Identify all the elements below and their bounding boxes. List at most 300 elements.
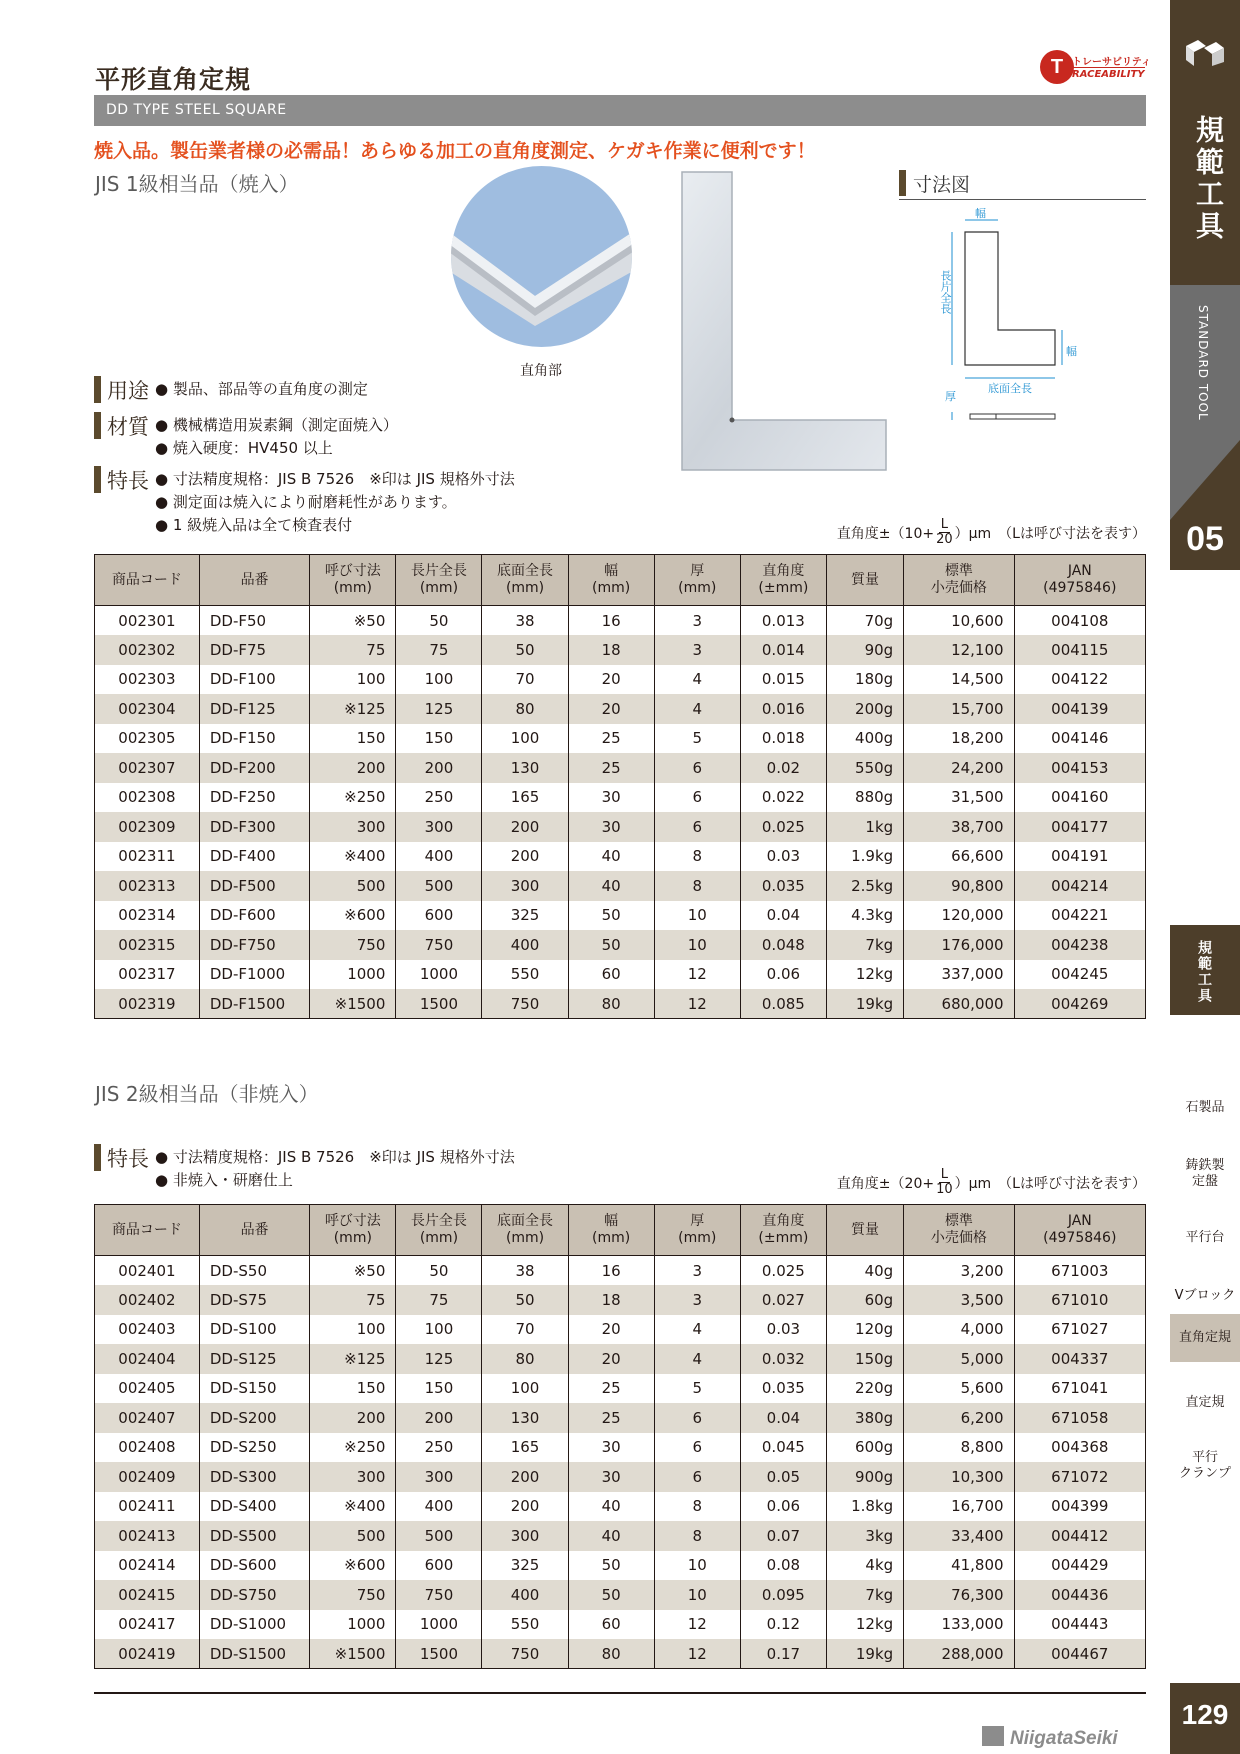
table-cell: DD-S600 (199, 1551, 309, 1581)
table-cell: DD-S75 (199, 1285, 309, 1315)
table-row (95, 989, 1146, 1019)
table-cell: 671003 (1014, 1256, 1145, 1286)
corner-closeup-photo (451, 166, 632, 347)
table-cell: 002309 (95, 812, 200, 842)
table-header-row (95, 555, 1146, 606)
table-cell: 10,600 (904, 606, 1014, 636)
table-cell: 300 (310, 812, 396, 842)
table-cell: 8,800 (904, 1433, 1014, 1463)
table-cell: 004337 (1014, 1344, 1145, 1374)
table-cell: 4kg (826, 1551, 903, 1581)
table-cell: 671058 (1014, 1403, 1145, 1433)
table-cell: DD-F500 (199, 871, 309, 901)
table-cell: 550 (482, 1610, 568, 1640)
table-row (95, 606, 1146, 636)
table-cell: 325 (482, 901, 568, 931)
table-cell: 002404 (95, 1344, 200, 1374)
table-cell: 002419 (95, 1639, 200, 1669)
section-marker (94, 1144, 101, 1171)
features-label: 特長 (107, 469, 149, 493)
table-cell: 12 (654, 1639, 740, 1669)
table-cell: DD-F750 (199, 930, 309, 960)
table-cell: 80 (482, 694, 568, 724)
table-cell: 10 (654, 930, 740, 960)
table-cell: 80 (568, 1639, 654, 1669)
table-cell: 25 (568, 1374, 654, 1404)
column-header: 幅 (mm) (568, 555, 654, 606)
table-row (95, 1551, 1146, 1581)
table-cell: 1000 (310, 960, 396, 990)
table-cell: 100 (396, 665, 482, 695)
table-row (95, 842, 1146, 872)
table-cell: 750 (396, 1580, 482, 1610)
table-cell: 0.025 (740, 1256, 826, 1286)
table-row (95, 812, 1146, 842)
table-cell: 0.04 (740, 1403, 826, 1433)
page-number: 129 (1170, 1683, 1240, 1754)
table-cell: 20 (568, 665, 654, 695)
table-cell: 0.08 (740, 1551, 826, 1581)
table-cell: 004238 (1014, 930, 1145, 960)
usage-row (94, 375, 368, 405)
feature-line: ● 寸法精度規格：JIS B 7526 ※印は JIS 規格外寸法 (155, 1148, 515, 1166)
table-cell: 500 (396, 1521, 482, 1551)
table-cell: 200 (482, 1492, 568, 1522)
feature-line: ● 寸法精度規格：JIS B 7526 ※印は JIS 規格外寸法 (155, 470, 515, 488)
table-cell: 1kg (826, 812, 903, 842)
table-cell: 1.8kg (826, 1492, 903, 1522)
table-cell: 3kg (826, 1521, 903, 1551)
table-cell: 250 (396, 1433, 482, 1463)
table-cell: 33,400 (904, 1521, 1014, 1551)
table-cell: 002303 (95, 665, 200, 695)
table-cell: 004221 (1014, 901, 1145, 931)
dim-width-label: 幅 (975, 207, 986, 220)
table-cell: 75 (396, 635, 482, 665)
table-cell: 20 (568, 694, 654, 724)
table-cell: 400 (396, 1492, 482, 1522)
table-cell: DD-F125 (199, 694, 309, 724)
table-cell: 15,700 (904, 694, 1014, 724)
table-cell: 130 (482, 1403, 568, 1433)
dimension-diagram-title: 寸法図 (913, 174, 971, 196)
material-line: ● 機械構造用炭素鋼（測定面焼入） (155, 416, 398, 434)
table-cell: DD-S250 (199, 1433, 309, 1463)
sidebar-category-item[interactable]: 直定規 (1185, 1395, 1225, 1410)
table-cell: 12 (654, 960, 740, 990)
table-cell: DD-S50 (199, 1256, 309, 1286)
table-row (95, 1492, 1146, 1522)
sidebar-english: STANDARD TOOL (1196, 305, 1210, 421)
table-cell: 165 (482, 783, 568, 813)
table-cell: 004436 (1014, 1580, 1145, 1610)
table-cell: 38 (482, 606, 568, 636)
table-cell: 002411 (95, 1492, 200, 1522)
table-cell: 671072 (1014, 1462, 1145, 1492)
sidebar-category-item[interactable]: 平行 クランプ (1178, 1450, 1231, 1481)
table-cell: 90g (826, 635, 903, 665)
table-cell: 0.013 (740, 606, 826, 636)
table-cell: 004139 (1014, 694, 1145, 724)
column-header: 商品コード (95, 555, 200, 606)
tagline: 焼入品。製缶業者様の必需品！あらゆる加工の直角度測定、ケガキ作業に便利です！ (94, 140, 816, 162)
table-cell: ※125 (310, 1344, 396, 1374)
table-cell: 002401 (95, 1256, 200, 1286)
column-header: 標準 小売価格 (904, 555, 1014, 606)
table-cell: 10 (654, 901, 740, 931)
sidebar-category-item[interactable]: 石製品 (1185, 1100, 1225, 1115)
table-cell: 50 (568, 1580, 654, 1610)
table-cell: 0.095 (740, 1580, 826, 1610)
table-cell: 671041 (1014, 1374, 1145, 1404)
table-cell: 30 (568, 812, 654, 842)
table-cell: 0.048 (740, 930, 826, 960)
table-cell: 16,700 (904, 1492, 1014, 1522)
table-cell: 0.12 (740, 1610, 826, 1640)
table-cell: 30 (568, 1433, 654, 1463)
chapter-number: 05 (1186, 520, 1224, 558)
table-cell: DD-F75 (199, 635, 309, 665)
table-cell: 004122 (1014, 665, 1145, 695)
table-cell: 120,000 (904, 901, 1014, 931)
column-header: 質量 (826, 555, 903, 606)
table-cell: 3 (654, 635, 740, 665)
table-cell: 50 (568, 930, 654, 960)
table-cell: 002305 (95, 724, 200, 754)
table-cell: 100 (310, 665, 396, 695)
table-cell: 0.018 (740, 724, 826, 754)
table-cell: 6 (654, 1462, 740, 1492)
table-row (95, 1433, 1146, 1463)
table-cell: DD-S100 (199, 1315, 309, 1345)
dimension-diagram (930, 200, 1070, 440)
section-marker (94, 466, 101, 493)
table-cell: 750 (310, 930, 396, 960)
column-header: 品番 (199, 555, 309, 606)
table-row (95, 960, 1146, 990)
table-cell: 4 (654, 665, 740, 695)
table-row (95, 1285, 1146, 1315)
table-cell: 10 (654, 1580, 740, 1610)
features-row-2 (94, 1143, 515, 1192)
table-cell: 550 (482, 960, 568, 990)
table-cell: 20 (568, 1315, 654, 1345)
table-cell: 288,000 (904, 1639, 1014, 1669)
column-header: 長片全長 (mm) (396, 1205, 482, 1256)
table-cell: DD-S1500 (199, 1639, 309, 1669)
table-cell: DD-S1000 (199, 1610, 309, 1640)
table-cell: 002315 (95, 930, 200, 960)
table-cell: 300 (396, 812, 482, 842)
table-cell: 004368 (1014, 1433, 1145, 1463)
sidebar-category-item[interactable]: 直角定規 (1170, 1314, 1240, 1362)
table-cell: 25 (568, 753, 654, 783)
table-cell: 880g (826, 783, 903, 813)
table-cell: 40 (568, 1521, 654, 1551)
page-title: 平形直角定規 (95, 65, 252, 94)
table-cell: 002304 (95, 694, 200, 724)
table-cell: 0.014 (740, 635, 826, 665)
table-cell: 0.045 (740, 1433, 826, 1463)
table-row (95, 753, 1146, 783)
table-cell: 004115 (1014, 635, 1145, 665)
column-header: 呼び寸法 (mm) (310, 1205, 396, 1256)
table-cell: 0.035 (740, 871, 826, 901)
dim-width2-label: 幅 (1066, 345, 1077, 358)
table-cell: 20 (568, 1344, 654, 1374)
table-cell: 1500 (396, 989, 482, 1019)
table-cell: 004467 (1014, 1639, 1145, 1669)
table-cell: ※400 (310, 842, 396, 872)
column-header: 幅 (mm) (568, 1205, 654, 1256)
table-cell: 750 (310, 1580, 396, 1610)
table-cell: ※125 (310, 694, 396, 724)
table-cell: DD-S125 (199, 1344, 309, 1374)
table-cell: 0.02 (740, 753, 826, 783)
table-cell: 6,200 (904, 1403, 1014, 1433)
table-cell: 750 (482, 989, 568, 1019)
table-cell: 4,000 (904, 1315, 1014, 1345)
table-cell: 4 (654, 1344, 740, 1374)
column-header: 直角度 (±mm) (740, 555, 826, 606)
table-row (95, 1344, 1146, 1374)
table-cell: DD-F150 (199, 724, 309, 754)
table-cell: 6 (654, 1433, 740, 1463)
table-cell: 80 (482, 1344, 568, 1374)
table-cell: 002409 (95, 1462, 200, 1492)
table-cell: 12 (654, 1610, 740, 1640)
table-cell: 0.025 (740, 812, 826, 842)
spec-table-grade1 (94, 554, 1146, 1019)
table-cell: 66,600 (904, 842, 1014, 872)
table-cell: 75 (396, 1285, 482, 1315)
table-cell: 1000 (310, 1610, 396, 1640)
table-cell: 50 (482, 635, 568, 665)
table-cell: 004214 (1014, 871, 1145, 901)
table-cell: 002413 (95, 1521, 200, 1551)
table-cell: 8 (654, 871, 740, 901)
table-cell: DD-F300 (199, 812, 309, 842)
table-cell: 004399 (1014, 1492, 1145, 1522)
table-cell: 200 (482, 842, 568, 872)
table-cell: 8 (654, 1492, 740, 1522)
table-cell: 133,000 (904, 1610, 1014, 1640)
table-row (95, 901, 1146, 931)
material-row (94, 411, 398, 460)
section-marker (899, 170, 906, 196)
table-cell: 40 (568, 871, 654, 901)
table-header-row (95, 1205, 1146, 1256)
table-cell: 150 (396, 724, 482, 754)
table-cell: 60g (826, 1285, 903, 1315)
table-cell: 750 (482, 1639, 568, 1669)
table-cell: 004269 (1014, 989, 1145, 1019)
table-cell: 150 (310, 724, 396, 754)
table-cell: 004443 (1014, 1610, 1145, 1640)
traceability-logo-icon: T (1040, 50, 1074, 84)
table-cell: 004160 (1014, 783, 1145, 813)
brand-logo: NiigataSeiki (1010, 1728, 1118, 1749)
sidebar-category-item[interactable]: Vブロック (1174, 1288, 1236, 1303)
table-cell: 8 (654, 842, 740, 872)
table-cell: 300 (482, 871, 568, 901)
table-cell: 0.05 (740, 1462, 826, 1492)
table-cell: 002417 (95, 1610, 200, 1640)
table-cell: 600g (826, 1433, 903, 1463)
table-cell: ※50 (310, 1256, 396, 1286)
table-cell: 165 (482, 1433, 568, 1463)
table-cell: 18 (568, 1285, 654, 1315)
table-cell: 1000 (396, 960, 482, 990)
table-cell: 550g (826, 753, 903, 783)
table-cell: 002307 (95, 753, 200, 783)
table-cell: 002402 (95, 1285, 200, 1315)
brand-mark-icon (982, 1726, 1004, 1746)
chapter-sidebar (1170, 0, 1240, 1754)
table-cell: 16 (568, 1256, 654, 1286)
table-cell: 10,300 (904, 1462, 1014, 1492)
table-cell: 90,800 (904, 871, 1014, 901)
table-cell: 6 (654, 753, 740, 783)
traceability-badge (1040, 50, 1151, 84)
table-cell: 120g (826, 1315, 903, 1345)
table-cell: 200 (482, 1462, 568, 1492)
column-header: 厚 (mm) (654, 555, 740, 606)
table-cell: 3 (654, 606, 740, 636)
table-cell: 14,500 (904, 665, 1014, 695)
table-cell: 600 (396, 1551, 482, 1581)
table-cell: 100 (310, 1315, 396, 1345)
feature-line: ● 測定面は焼入により耐磨耗性があります。 (155, 493, 457, 511)
dim-long-side-label: 長片全長 (939, 270, 952, 314)
table-cell: DD-S750 (199, 1580, 309, 1610)
table-cell: 5,600 (904, 1374, 1014, 1404)
table-cell: 80 (568, 989, 654, 1019)
column-header: 直角度 (±mm) (740, 1205, 826, 1256)
table-cell: 4.3kg (826, 901, 903, 931)
table-cell: 3 (654, 1285, 740, 1315)
table-cell: 1500 (396, 1639, 482, 1669)
table-cell: 500 (310, 1521, 396, 1551)
table-cell: 150 (310, 1374, 396, 1404)
table-cell: DD-S400 (199, 1492, 309, 1522)
table-cell: 5 (654, 724, 740, 754)
dimension-diagram-header (899, 168, 1146, 200)
table-cell: 10 (654, 1551, 740, 1581)
column-header: 質量 (826, 1205, 903, 1256)
table-cell: 002301 (95, 606, 200, 636)
table-cell: 200 (310, 1403, 396, 1433)
table-cell: 76,300 (904, 1580, 1014, 1610)
sidebar-category-item[interactable]: 鋳鉄製 定盤 (1185, 1158, 1225, 1189)
table-cell: 0.022 (740, 783, 826, 813)
table-row (95, 1462, 1146, 1492)
table-cell: 5 (654, 1374, 740, 1404)
squareness-formula-1: 直角度±（10+ $\frac{L}{20}$ ）μm （Lは呼び寸法を表す） (836, 517, 1146, 547)
table-cell: 0.06 (740, 960, 826, 990)
dim-thickness-label: 厚 (945, 390, 956, 403)
table-cell: 0.04 (740, 901, 826, 931)
table-cell: 200 (310, 753, 396, 783)
table-cell: 004245 (1014, 960, 1145, 990)
table-row (95, 665, 1146, 695)
table-cell: 16 (568, 606, 654, 636)
table-cell: 400 (396, 842, 482, 872)
table-cell: 002317 (95, 960, 200, 990)
table-cell: 400 (482, 1580, 568, 1610)
table-cell: 12kg (826, 960, 903, 990)
table-cell: 337,000 (904, 960, 1014, 990)
table-cell: 002308 (95, 783, 200, 813)
table-cell: 0.015 (740, 665, 826, 695)
column-header: 底面全長 (mm) (482, 1205, 568, 1256)
table-cell: 50 (396, 1256, 482, 1286)
table-cell: 4 (654, 694, 740, 724)
table-row (95, 1256, 1146, 1286)
table-cell: 900g (826, 1462, 903, 1492)
material-line: ● 焼入硬度：HV450 以上 (155, 439, 333, 457)
table-cell: 125 (396, 694, 482, 724)
table-cell: 0.035 (740, 1374, 826, 1404)
table-cell: 200 (396, 753, 482, 783)
table-cell: DD-S300 (199, 1462, 309, 1492)
column-header: 長片全長 (mm) (396, 555, 482, 606)
table-cell: 200 (482, 812, 568, 842)
table-cell: 0.016 (740, 694, 826, 724)
squareness-formula-2: 直角度±（20+ $\frac{L}{10}$ ）μm （Lは呼び寸法を表す） (836, 1167, 1146, 1197)
table-cell: 1000 (396, 1610, 482, 1640)
table-cell: 75 (310, 635, 396, 665)
table-row (95, 1639, 1146, 1669)
chapter-tool-icon (1184, 38, 1226, 68)
table-cell: 150 (396, 1374, 482, 1404)
table-cell: 60 (568, 960, 654, 990)
table-cell: 41,800 (904, 1551, 1014, 1581)
table-cell: 220g (826, 1374, 903, 1404)
table-cell: 50 (568, 1551, 654, 1581)
usage-line: ● 製品、部品等の直角度の測定 (155, 380, 368, 398)
table-cell: 125 (396, 1344, 482, 1374)
table-cell: ※600 (310, 1551, 396, 1581)
section1-heading: JIS 1級相当品（焼入） (95, 172, 299, 196)
table-cell: 130 (482, 753, 568, 783)
table-cell: DD-S200 (199, 1403, 309, 1433)
table-cell: 70g (826, 606, 903, 636)
table-cell: 400 (482, 930, 568, 960)
table-cell: 40g (826, 1256, 903, 1286)
dim-base-label: 底面全長 (988, 382, 1032, 395)
table-cell: 400g (826, 724, 903, 754)
table-cell: 300 (482, 1521, 568, 1551)
table-cell: 24,200 (904, 753, 1014, 783)
table-cell: DD-F1000 (199, 960, 309, 990)
table-cell: DD-F100 (199, 665, 309, 695)
traceability-label-bottom: RACEABILITY (1072, 69, 1145, 80)
table-cell: 200 (396, 1403, 482, 1433)
footer-rule (94, 1692, 1146, 1694)
table-cell: ※250 (310, 1433, 396, 1463)
table-cell: 30 (568, 783, 654, 813)
table-cell: 3 (654, 1256, 740, 1286)
table-cell: 18,200 (904, 724, 1014, 754)
table-cell: 750 (396, 930, 482, 960)
table-cell: 325 (482, 1551, 568, 1581)
table-row (95, 724, 1146, 754)
table-cell: 19kg (826, 1639, 903, 1669)
table-cell: 671010 (1014, 1285, 1145, 1315)
table-row (95, 635, 1146, 665)
sidebar-category-item[interactable]: 平行台 (1185, 1230, 1225, 1245)
